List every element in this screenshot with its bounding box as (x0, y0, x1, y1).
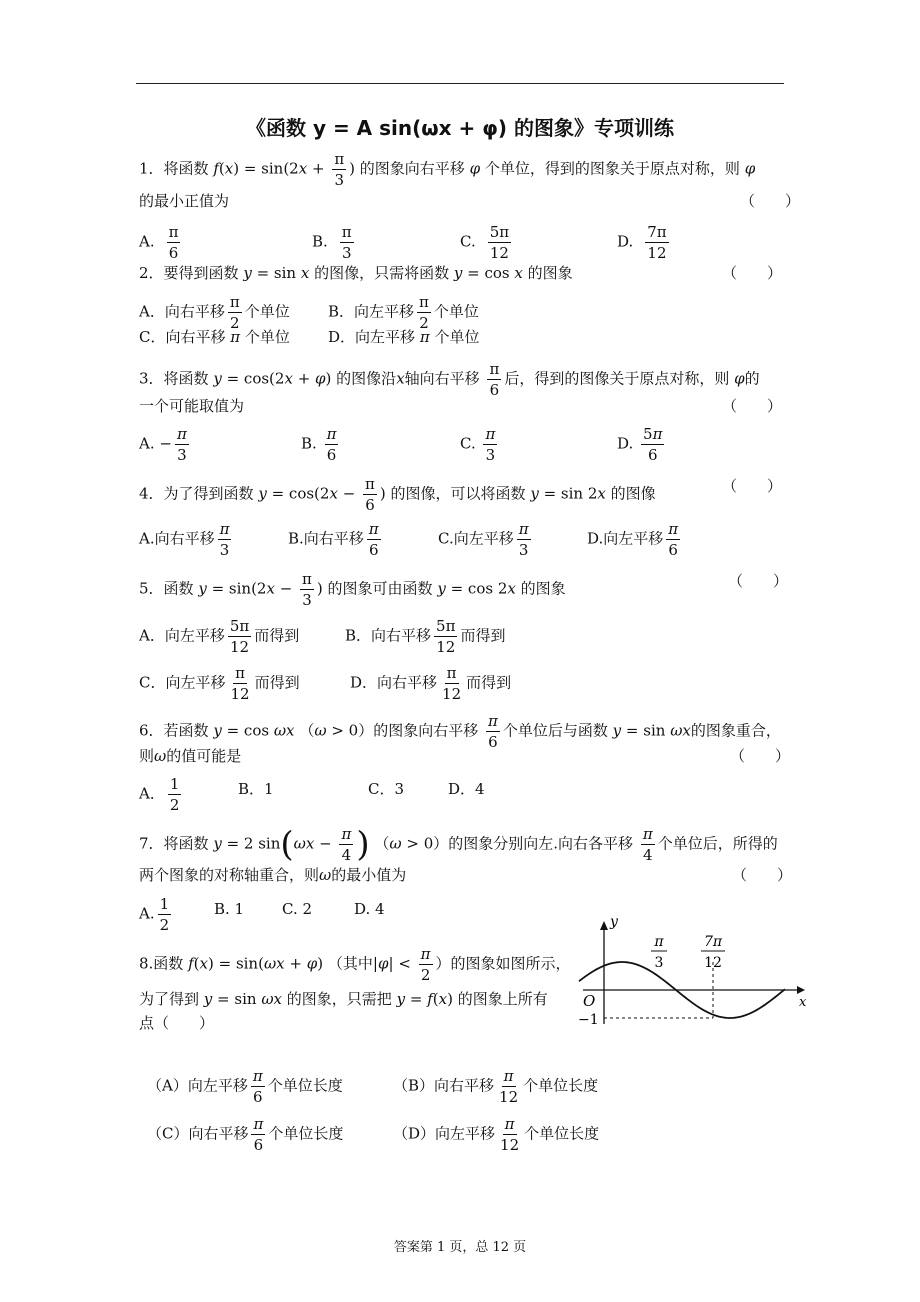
y-axis-label: y (610, 914, 618, 930)
tick2-denominator: 12 (704, 955, 722, 971)
question-1: 1．将函数 f(x) = sin(2x + $\frac{\pi}{3}$ ) 的图象向右平移 φ 个单位，得到的图象关于原点对称，则 φ (139, 150, 756, 189)
tick1-denominator: 3 (654, 955, 664, 971)
q1-option-d: D. $\frac{7\pi}{12}$ (617, 223, 667, 262)
y-axis-arrow-icon (600, 921, 608, 930)
q8-option-b: （B）向右平移 $\frac{\pi}{12}$ 个单位长度 (393, 1067, 599, 1106)
question-2: 2．要得到函数 y = sin x 的图像，只需将函数 y = cos x 的图象 (139, 264, 573, 282)
q4-option-c: C.向左平移 $\frac{\pi}{3}$ (438, 520, 529, 559)
q5-option-a: A．向左平移 $\frac{5\pi}{12}$ 而得到 (139, 617, 300, 656)
q1-option-b: B. $\frac{\pi}{3}$ (312, 223, 352, 262)
q5-option-c: C．向左平移 $\frac{\pi}{12}$ 而得到 (139, 664, 300, 703)
origin-label: O (583, 992, 596, 1010)
answer-blank-1: （ ） (740, 192, 801, 210)
question-7-line2: 两个图象的对称轴重合，则ω的最小值为 (139, 866, 407, 884)
question-5: 5．函数 y = sin(2x − $\frac{\pi}{3}$ ) 的图象可由函数 y = cos 2x 的图象 (139, 570, 566, 609)
q7-option-c: C. 2 (282, 900, 313, 918)
x-axis-label: x (799, 995, 807, 1010)
header-rule (136, 83, 784, 84)
question-6-line2: 则ω的值可能是 (139, 747, 242, 765)
tick2-numerator: 7π (703, 934, 723, 950)
q5-option-b: B．向右平移 $\frac{5\pi}{12}$ 而得到 (345, 617, 506, 656)
q2-option-c: C．向右平移 π 个单位 (139, 328, 290, 346)
q7-option-a: A. $\frac{1}{2}$ (139, 895, 170, 934)
minus-one-label: −1 (578, 1012, 599, 1027)
q4-option-b: B.向右平移 $\frac{\pi}{6}$ (288, 520, 379, 559)
answer-blank-5: （ ） (728, 572, 789, 590)
q2-option-a: A．向右平移 $\frac{\pi}{2}$ 个单位 (139, 293, 290, 332)
q4-option-d: D.向左平移 $\frac{\pi}{6}$ (587, 520, 679, 559)
question-8: 8.函数 f(x) = sin(ωx + φ) （其中|φ| < $\frac{\pi}{2}$ ）的图象如图所示， (139, 945, 571, 984)
question-6: 6．若函数 y = cos ωx （ω > 0）的图象向右平移 $\frac{\pi}{6}$ 个单位后与函数 y = sin ωx的图象重合， (139, 712, 781, 751)
q2-option-d: D．向左平移 π 个单位 (328, 328, 480, 346)
sine-graph (575, 912, 813, 1027)
question-7: 7．将函数 y = 2 sin(ωx − $\frac{\pi}{4}$ ) （ω > 0）的图象分别向左.向右各平移 $\frac{\pi}{4}$ 个单位后，所得的 (139, 824, 778, 865)
answer-blank-4: （ ） (722, 477, 783, 495)
answer-blank-3: （ ） (722, 397, 783, 415)
q1-option-c: C. $\frac{5\pi}{12}$ (460, 223, 510, 262)
q5-option-d: D．向右平移 $\frac{\pi}{12}$ 而得到 (350, 664, 512, 703)
q8-option-c: （C）向右平移 $\frac{\pi}{6}$ 个单位长度 (147, 1115, 344, 1154)
answer-blank-2: （ ） (722, 264, 783, 282)
answer-blank-7: （ ） (732, 866, 793, 884)
q6-option-b: B．1 (238, 780, 274, 798)
q3-option-b: B. $\frac{\pi}{6}$ (301, 425, 337, 464)
q6-option-d: D．4 (448, 780, 485, 798)
q2-option-b: B．向左平移 $\frac{\pi}{2}$ 个单位 (328, 293, 479, 332)
q6-option-c: C．3 (368, 780, 405, 798)
question-3: 3．将函数 y = cos(2x + φ) 的图像沿x轴向右平移 $\frac{\pi}{6}$ 后，得到的图像关于原点对称，则 φ的 (139, 360, 760, 399)
q3-option-c: C. $\frac{\pi}{3}$ (460, 425, 496, 464)
question-8-line3: 点（ ） (139, 1014, 215, 1032)
q8-option-d: （D）向左平移 $\frac{\pi}{12}$ 个单位长度 (393, 1115, 600, 1154)
page-title: 《函数 y = A sin(ωx + φ) 的图象》专项训练 (246, 116, 674, 140)
question-1-line2: 的最小正值为 (139, 192, 230, 210)
q3-option-a: A. − $\frac{\pi}{3}$ (139, 425, 187, 464)
question-4: 4．为了得到函数 y = cos(2x − $\frac{\pi}{6}$ ) 的图像，可以将函数 y = sin 2x 的图像 (139, 475, 656, 514)
q7-option-b: B. 1 (214, 900, 245, 918)
x-axis-arrow-icon (797, 986, 805, 994)
q8-option-a: （A）向左平移 $\frac{\pi}{6}$ 个单位长度 (147, 1067, 343, 1106)
page-footer: 答案第 1 页，总 12 页 (393, 1240, 527, 1255)
tick1-numerator: π (654, 934, 664, 950)
q6-option-a: A． $\frac{1}{2}$ (139, 775, 180, 814)
q3-option-d: D. $\frac{5\pi}{6}$ (617, 425, 663, 464)
question-8-line2: 为了得到 y = sin ωx 的图象，只需把 y = f(x) 的图象上所有 (139, 990, 548, 1008)
q7-option-d: D. 4 (354, 900, 385, 918)
q4-option-a: A.向右平移 $\frac{\pi}{3}$ (139, 520, 230, 559)
q1-option-a: A. $\frac{\pi}{6}$ (139, 223, 179, 262)
question-3-line2: 一个可能取值为 (139, 397, 245, 415)
answer-blank-6: （ ） (730, 747, 791, 765)
